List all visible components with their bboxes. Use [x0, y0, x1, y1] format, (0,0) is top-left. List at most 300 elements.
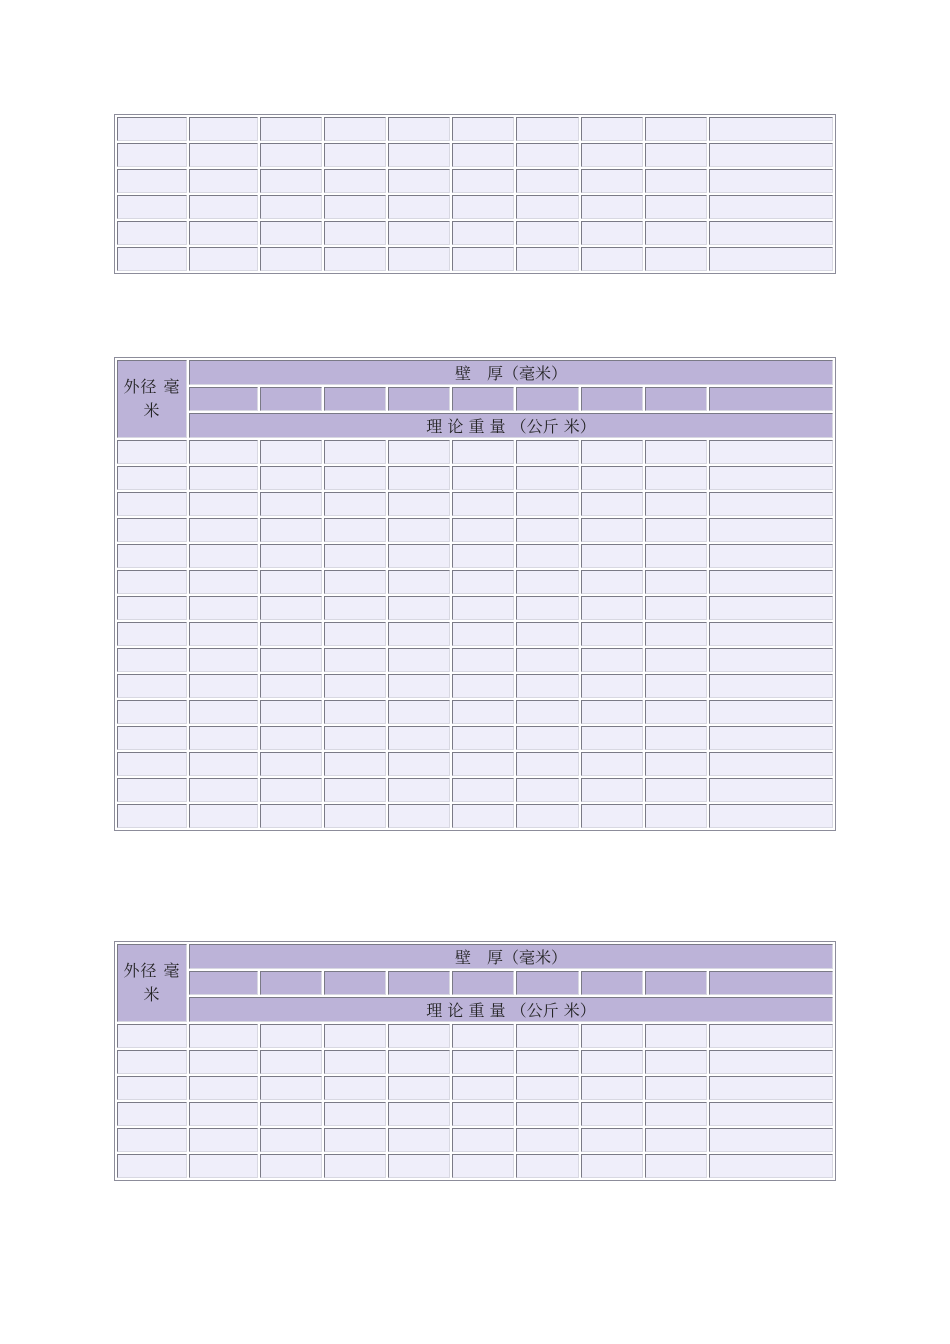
weight-cell [324, 221, 386, 245]
weight-cell [260, 169, 322, 193]
thickness-cell [645, 387, 707, 411]
weight-cell [709, 1102, 833, 1126]
weight-cell [581, 143, 643, 167]
weight-cell [189, 648, 258, 672]
weight-cell [645, 804, 707, 828]
outer-diameter-cell [117, 440, 187, 464]
weight-cell [452, 169, 514, 193]
weight-cell [260, 143, 322, 167]
outer-diameter-cell [117, 752, 187, 776]
weight-cell [516, 518, 579, 542]
weight-cell [581, 1076, 643, 1100]
weight-cell [452, 1050, 514, 1074]
weight-cell [388, 622, 450, 646]
thickness-cell [388, 387, 450, 411]
weight-cell [324, 596, 386, 620]
weight-cell [645, 622, 707, 646]
table-row [117, 570, 833, 594]
weight-cell [260, 596, 322, 620]
weight-cell [388, 1154, 450, 1178]
weight-cell [709, 804, 833, 828]
outer-diameter-cell [117, 221, 187, 245]
outer-diameter-cell [117, 648, 187, 672]
weight-cell [709, 674, 833, 698]
weight-cell [452, 518, 514, 542]
weight-cell [452, 700, 514, 724]
weight-cell [324, 466, 386, 490]
weight-cell [388, 1024, 450, 1048]
theoretical-weight-header: 理 论 重 量 （公斤 米） [189, 997, 833, 1022]
weight-cell [260, 570, 322, 594]
weight-cell [516, 752, 579, 776]
weight-cell [388, 1102, 450, 1126]
weight-cell [189, 1128, 258, 1152]
weight-cell [324, 1102, 386, 1126]
weight-cell [324, 752, 386, 776]
weight-cell [581, 518, 643, 542]
weight-cell [324, 778, 386, 802]
weight-cell [324, 648, 386, 672]
weight-cell [189, 596, 258, 620]
thickness-values-row [117, 971, 833, 995]
weight-cell [388, 804, 450, 828]
outer-diameter-cell [117, 544, 187, 568]
weight-cell [452, 440, 514, 464]
weight-cell [388, 726, 450, 750]
weight-cell [324, 622, 386, 646]
table-row [117, 1128, 833, 1152]
weight-cell [189, 1024, 258, 1048]
weight-cell [516, 648, 579, 672]
weight-cell [581, 1154, 643, 1178]
weight-cell [388, 700, 450, 724]
weight-cell [709, 518, 833, 542]
table-row [117, 221, 833, 245]
outer-diameter-cell [117, 570, 187, 594]
thickness-cell [581, 971, 643, 995]
outer-diameter-cell [117, 169, 187, 193]
outer-diameter-cell [117, 778, 187, 802]
weight-cell [452, 596, 514, 620]
weight-cell [645, 1024, 707, 1048]
table-row [117, 596, 833, 620]
outer-diameter-cell [117, 622, 187, 646]
outer-diameter-cell [117, 1050, 187, 1074]
weight-cell [260, 1050, 322, 1074]
thickness-cell [709, 387, 833, 411]
weight-cell [260, 1102, 322, 1126]
thickness-cell [645, 971, 707, 995]
weight-cell [581, 596, 643, 620]
weight-cell [189, 117, 258, 141]
weight-cell [645, 778, 707, 802]
thickness-cell [260, 971, 322, 995]
weight-cell [452, 143, 514, 167]
weight-cell [581, 221, 643, 245]
weight-cell [189, 700, 258, 724]
weight-cell [388, 674, 450, 698]
thickness-cell [260, 387, 322, 411]
weight-table-2 [114, 357, 836, 831]
weight-cell [709, 622, 833, 646]
weight-cell [189, 221, 258, 245]
weight-cell [709, 778, 833, 802]
weight-cell [645, 221, 707, 245]
table-row [117, 440, 833, 464]
weight-cell [709, 221, 833, 245]
weight-cell [709, 1128, 833, 1152]
weight-cell [388, 466, 450, 490]
table-row [117, 726, 833, 750]
weight-cell [709, 492, 833, 516]
weight-cell [452, 1128, 514, 1152]
weight-cell [324, 440, 386, 464]
table-row [117, 752, 833, 776]
weight-cell [260, 518, 322, 542]
weight-cell [645, 648, 707, 672]
weight-cell [516, 674, 579, 698]
table-row [117, 1050, 833, 1074]
table-row [117, 1154, 833, 1178]
weight-cell [709, 143, 833, 167]
weight-cell [645, 726, 707, 750]
outer-diameter-header: 外径 毫米 [117, 944, 187, 1022]
weight-cell [452, 778, 514, 802]
table-row [117, 622, 833, 646]
weight-cell [260, 674, 322, 698]
weight-cell [260, 648, 322, 672]
outer-diameter-cell [117, 726, 187, 750]
weight-cell [581, 700, 643, 724]
weight-cell [452, 1024, 514, 1048]
thickness-cell [388, 971, 450, 995]
weight-cell [324, 544, 386, 568]
thickness-values-row [117, 387, 833, 411]
weight-cell [452, 674, 514, 698]
weight-cell [388, 117, 450, 141]
weight-cell [581, 726, 643, 750]
weight-cell [324, 570, 386, 594]
weight-cell [260, 466, 322, 490]
weight-cell [260, 221, 322, 245]
weight-cell [581, 117, 643, 141]
weight-cell [581, 466, 643, 490]
weight-cell [581, 492, 643, 516]
weight-cell [189, 752, 258, 776]
weight-cell [516, 544, 579, 568]
table-row [117, 143, 833, 167]
weight-cell [260, 440, 322, 464]
weight-cell [645, 466, 707, 490]
outer-diameter-cell [117, 466, 187, 490]
weight-cell [260, 804, 322, 828]
weight-cell [452, 247, 514, 271]
weight-cell [189, 622, 258, 646]
thickness-cell [324, 971, 386, 995]
weight-cell [516, 1154, 579, 1178]
weight-cell [645, 1154, 707, 1178]
weight-cell [645, 596, 707, 620]
outer-diameter-cell [117, 1128, 187, 1152]
weight-cell [709, 466, 833, 490]
outer-diameter-cell [117, 518, 187, 542]
outer-diameter-cell [117, 596, 187, 620]
table-row [117, 700, 833, 724]
weight-cell [516, 440, 579, 464]
outer-diameter-cell [117, 1102, 187, 1126]
table-row [117, 674, 833, 698]
table-row [117, 466, 833, 490]
weight-cell [645, 247, 707, 271]
weight-cell [709, 570, 833, 594]
weight-table-3 [114, 941, 836, 1181]
weight-cell [324, 1128, 386, 1152]
outer-diameter-cell [117, 700, 187, 724]
weight-cell [260, 1076, 322, 1100]
weight-cell [189, 1076, 258, 1100]
weight-cell [324, 492, 386, 516]
weight-cell [189, 1154, 258, 1178]
weight-cell [645, 1050, 707, 1074]
weight-cell [581, 622, 643, 646]
thickness-cell [709, 971, 833, 995]
weight-cell [709, 700, 833, 724]
outer-diameter-cell [117, 247, 187, 271]
weight-cell [516, 622, 579, 646]
weight-cell [452, 544, 514, 568]
table-1-body [117, 117, 833, 271]
outer-diameter-cell [117, 143, 187, 167]
weight-cell [388, 143, 450, 167]
weight-cell [645, 752, 707, 776]
weight-cell [260, 752, 322, 776]
weight-cell [452, 117, 514, 141]
weight-cell [581, 752, 643, 776]
weight-cell [581, 570, 643, 594]
weight-cell [260, 1154, 322, 1178]
weight-cell [189, 778, 258, 802]
weight-cell [189, 169, 258, 193]
outer-diameter-cell [117, 1076, 187, 1100]
table-row [117, 117, 833, 141]
weight-cell [260, 726, 322, 750]
weight-cell [709, 169, 833, 193]
weight-cell [324, 674, 386, 698]
weight-cell [324, 726, 386, 750]
weight-cell [645, 143, 707, 167]
weight-cell [260, 195, 322, 219]
weight-cell [645, 1076, 707, 1100]
weight-cell [516, 492, 579, 516]
outer-diameter-header: 外径 毫米 [117, 360, 187, 438]
weight-cell [709, 1050, 833, 1074]
weight-cell [581, 544, 643, 568]
weight-cell [452, 804, 514, 828]
weight-cell [388, 570, 450, 594]
weight-cell [260, 117, 322, 141]
outer-diameter-cell [117, 117, 187, 141]
weight-cell [388, 440, 450, 464]
weight-cell [324, 1154, 386, 1178]
thickness-cell [189, 387, 258, 411]
weight-cell [452, 726, 514, 750]
weight-cell [189, 674, 258, 698]
weight-cell [709, 195, 833, 219]
weight-cell [388, 518, 450, 542]
weight-cell [645, 570, 707, 594]
weight-cell [189, 195, 258, 219]
weight-cell [388, 1050, 450, 1074]
weight-cell [581, 440, 643, 464]
weight-cell [516, 804, 579, 828]
weight-cell [709, 726, 833, 750]
weight-cell [388, 169, 450, 193]
table-2-body [117, 440, 833, 828]
weight-cell [189, 492, 258, 516]
weight-cell [645, 1102, 707, 1126]
weight-cell [452, 1076, 514, 1100]
wall-thickness-header: 壁 厚（毫米） [189, 360, 833, 385]
weight-cell [452, 492, 514, 516]
table-row [117, 648, 833, 672]
weight-cell [324, 518, 386, 542]
outer-diameter-cell [117, 1024, 187, 1048]
weight-cell [388, 648, 450, 672]
weight-table-1 [114, 114, 836, 274]
weight-cell [189, 544, 258, 568]
thickness-cell [516, 387, 579, 411]
table-row [117, 1102, 833, 1126]
weight-cell [645, 700, 707, 724]
weight-cell [581, 648, 643, 672]
table-row [117, 169, 833, 193]
thickness-cell [189, 971, 258, 995]
weight-cell [645, 440, 707, 464]
weight-cell [645, 117, 707, 141]
weight-cell [324, 1050, 386, 1074]
weight-cell [516, 143, 579, 167]
weight-cell [260, 1024, 322, 1048]
table-row [117, 518, 833, 542]
weight-cell [516, 466, 579, 490]
weight-cell [388, 221, 450, 245]
weight-cell [516, 778, 579, 802]
weight-cell [516, 1128, 579, 1152]
weight-cell [709, 1076, 833, 1100]
weight-cell [452, 1154, 514, 1178]
weight-cell [645, 518, 707, 542]
weight-cell [709, 247, 833, 271]
weight-cell [581, 195, 643, 219]
weight-cell [388, 1128, 450, 1152]
weight-cell [388, 778, 450, 802]
weight-cell [189, 440, 258, 464]
outer-diameter-cell [117, 492, 187, 516]
weight-cell [452, 570, 514, 594]
weight-cell [516, 596, 579, 620]
outer-diameter-cell [117, 195, 187, 219]
weight-cell [189, 726, 258, 750]
weight-cell [388, 544, 450, 568]
weight-cell [516, 247, 579, 271]
weight-cell [452, 752, 514, 776]
weight-cell [645, 674, 707, 698]
weight-cell [581, 169, 643, 193]
weight-cell [452, 195, 514, 219]
weight-cell [260, 700, 322, 724]
weight-cell [324, 195, 386, 219]
weight-cell [324, 804, 386, 828]
weight-cell [324, 143, 386, 167]
weight-cell [324, 1024, 386, 1048]
weight-cell [260, 247, 322, 271]
weight-cell [709, 596, 833, 620]
weight-cell [709, 117, 833, 141]
table-row [117, 804, 833, 828]
weight-cell [581, 1102, 643, 1126]
weight-cell [581, 1050, 643, 1074]
table-row [117, 1076, 833, 1100]
weight-cell [581, 247, 643, 271]
outer-diameter-cell [117, 674, 187, 698]
wall-thickness-header: 壁 厚（毫米） [189, 944, 833, 969]
thickness-cell [452, 971, 514, 995]
weight-cell [709, 544, 833, 568]
weight-cell [388, 247, 450, 271]
thickness-cell [452, 387, 514, 411]
weight-cell [452, 1102, 514, 1126]
weight-cell [516, 195, 579, 219]
thickness-cell [516, 971, 579, 995]
table-row [117, 492, 833, 516]
weight-cell [581, 778, 643, 802]
weight-cell [645, 195, 707, 219]
weight-cell [452, 221, 514, 245]
weight-cell [388, 195, 450, 219]
table-3-body [117, 1024, 833, 1178]
thickness-cell [581, 387, 643, 411]
weight-cell [189, 247, 258, 271]
thickness-cell [324, 387, 386, 411]
weight-cell [516, 117, 579, 141]
outer-diameter-cell [117, 804, 187, 828]
theoretical-weight-header: 理 论 重 量 （公斤 米） [189, 413, 833, 438]
weight-cell [324, 169, 386, 193]
weight-cell [581, 804, 643, 828]
weight-cell [189, 570, 258, 594]
weight-cell [189, 518, 258, 542]
weight-cell [516, 570, 579, 594]
weight-cell [645, 492, 707, 516]
weight-cell [645, 1128, 707, 1152]
weight-cell [645, 544, 707, 568]
weight-cell [581, 1128, 643, 1152]
weight-cell [581, 674, 643, 698]
weight-cell [516, 221, 579, 245]
weight-cell [709, 752, 833, 776]
weight-cell [516, 1050, 579, 1074]
weight-cell [709, 1154, 833, 1178]
weight-cell [388, 492, 450, 516]
weight-cell [452, 622, 514, 646]
weight-cell [324, 247, 386, 271]
weight-cell [189, 1050, 258, 1074]
weight-cell [260, 492, 322, 516]
weight-cell [324, 117, 386, 141]
weight-cell [189, 466, 258, 490]
weight-cell [516, 1076, 579, 1100]
weight-cell [260, 1128, 322, 1152]
